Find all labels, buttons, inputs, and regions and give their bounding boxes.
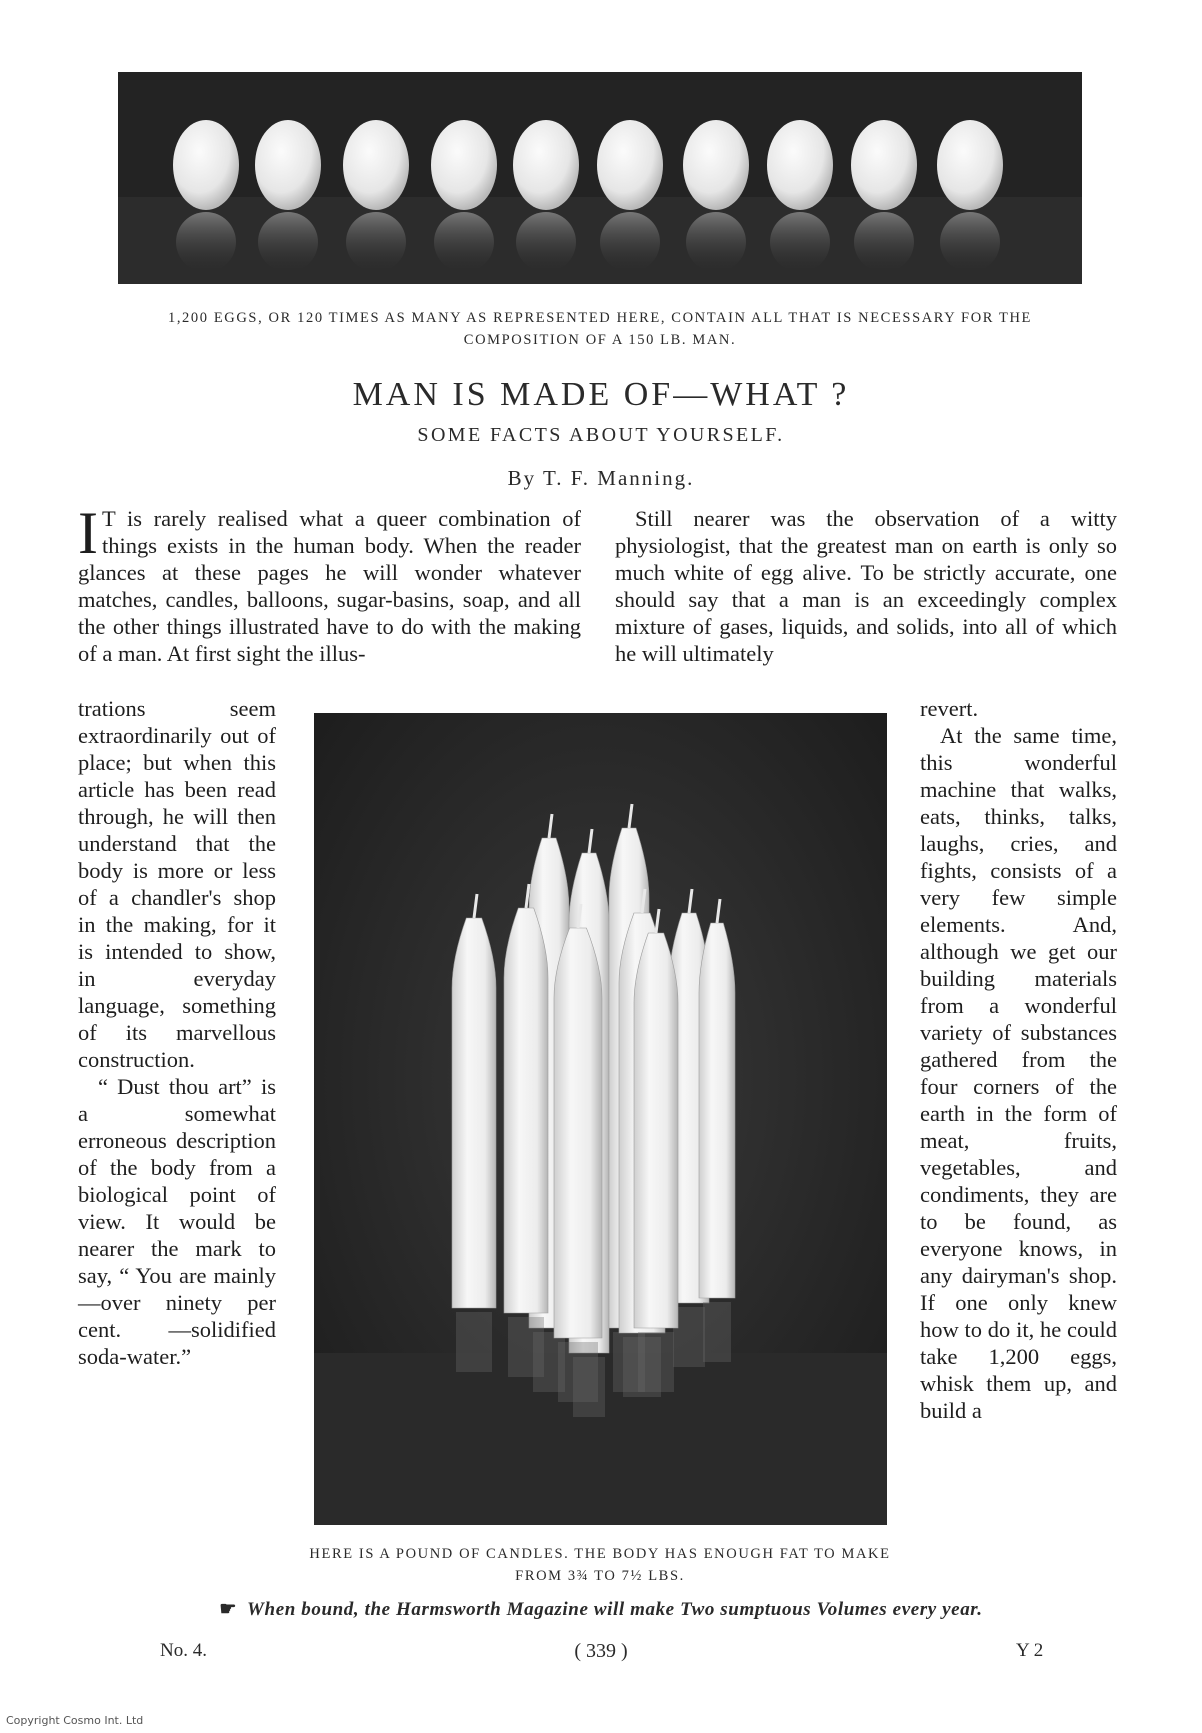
eggs-illustration	[118, 72, 1082, 284]
eggs-caption: 1,200 EGGS, OR 120 TIMES AS MANY AS REPRESENTED HERE, CONTAIN ALL THAT IS NECESSARY FOR THE COMPOSITION OF A 150 LB. MAN.	[167, 310, 1032, 348]
drop-cap: I	[78, 500, 98, 566]
pointing-hand-icon: ☛	[219, 1599, 238, 1620]
paragraph-intro: T is rarely realised what a queer combination of things exists in the human body. When the reader glances at these pages he will wonder whatever matches, candles, balloons, sugar-basins, soap, and all the other things illustrated have to do with the making of a man. At first sight the illus-	[78, 506, 581, 666]
paragraph-machine: At the same time, this wonderful machine that walks, eats, thinks, talks, laughs, cries, and fights, consists of a very few simple elements. And, although we get our building materials from a wonderful variety of substances gathered from the four corners of the earth in the form of meat, fruits, vegetables, and condiments, they are to be found, as everyone knows, in any dairyman's shop. If one only knew how to do it, he could take 1,200 eggs, whisk them up, and build a	[920, 723, 1117, 1423]
paragraph-dust: “ Dust thou art” is a somewhat erroneous description of the body from a biological point of view. It would be nearer the mark to say, “ You are mainly—over ninety per cent. —solidified soda-water.”	[78, 1074, 276, 1369]
signature-mark: Y 2	[1016, 1640, 1044, 1661]
egg-1	[173, 120, 239, 210]
candles-photo	[314, 713, 887, 1525]
egg-3	[343, 120, 409, 210]
candle-reflection-9	[703, 1302, 731, 1362]
egg-7	[683, 120, 749, 210]
article-subtitle: SOME FACTS ABOUT YOURSELF.	[417, 424, 785, 446]
body-column-left-top	[78, 500, 581, 667]
candle-reflection-5	[456, 1312, 492, 1372]
page-number: ( 339 )	[574, 1640, 628, 1662]
issue-number: No. 4.	[160, 1640, 207, 1661]
egg-2	[255, 120, 321, 210]
candle-4	[504, 908, 548, 1313]
egg-reflection-9	[854, 212, 914, 272]
candle-6	[554, 928, 602, 1338]
candle-10	[634, 933, 678, 1328]
candles-caption: HERE IS A POUND OF CANDLES. THE BODY HAS ENOUGH FAT TO MAKE FROM 3¾ TO 7½ LBS.	[309, 1546, 891, 1584]
body-column-right-top	[615, 505, 1117, 667]
egg-reflection-5	[516, 212, 576, 272]
egg-4	[431, 120, 497, 210]
candle-9	[699, 923, 735, 1298]
egg-reflection-1	[176, 212, 236, 272]
egg-10	[937, 120, 1003, 210]
article-byline: By T. F. Manning.	[507, 466, 695, 490]
egg-reflection-7	[686, 212, 746, 272]
egg-reflection-10	[940, 212, 1000, 272]
article-title: MAN IS MADE OF—WHAT ?	[352, 376, 850, 413]
egg-reflection-4	[434, 212, 494, 272]
egg-9	[851, 120, 917, 210]
paragraph-intro-continued: trations seem extraordinarily out of place; but when this article has been read through, he will then understand that the body is more or less of a chandler's shop in the making, for it is intended to show, in everyday language, something of its marvellous construction.	[78, 696, 276, 1072]
body-column-left-narrow	[78, 695, 276, 1370]
egg-5	[513, 120, 579, 210]
copyright-watermark: Copyright Cosmo Int. Ltd	[6, 1714, 144, 1727]
egg-reflection-3	[346, 212, 406, 272]
candle-reflection-4	[508, 1317, 544, 1377]
eggs-photo	[118, 72, 1082, 284]
egg-reflection-8	[770, 212, 830, 272]
footer-note-text: When bound, the Harmsworth Magazine will make Two sumptuous Volumes every year.	[247, 1599, 983, 1620]
candles-illustration	[314, 713, 887, 1525]
egg-8	[767, 120, 833, 210]
egg-6	[597, 120, 663, 210]
candle-5	[452, 918, 496, 1308]
paragraph-revert: revert.	[920, 696, 979, 721]
body-column-right-narrow	[920, 695, 1117, 1424]
candle-reflection-10	[638, 1332, 674, 1392]
candle-reflection-6	[558, 1342, 598, 1402]
paragraph-physiologist: Still nearer was the observation of a witty physiologist, that the greatest man on earth is only so much white of egg alive. To be strictly accurate, one should say that a man is an exceedingly complex mixture of gases, liquids, and solids, into all of which he will ultimately	[615, 506, 1117, 666]
egg-reflection-2	[258, 212, 318, 272]
footer-note	[0, 1598, 1202, 1621]
egg-reflection-6	[600, 212, 660, 272]
